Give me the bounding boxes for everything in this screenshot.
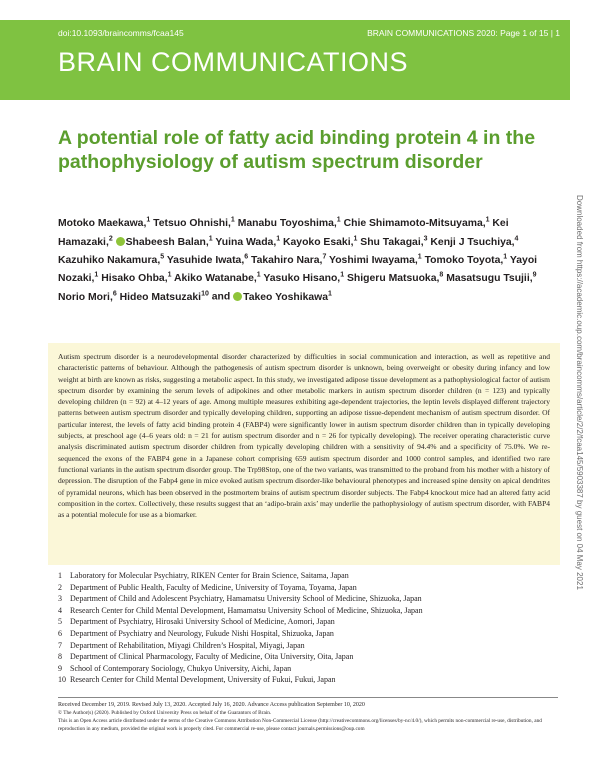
page-info: BRAIN COMMUNICATIONS 2020: Page 1 of 15 | 1 bbox=[367, 28, 560, 38]
license-notice: This is an Open Access article distributed under the terms of the Creative Commons Attribution Non-Commercial License (http://creativecommons.org/licenses/by-nc/4.0/), which permits non-commercial re-use, distribution, and reproduction in any medium, provided the original work is properly cited. For commercial re-use, please contact journals.permissions@oup.com bbox=[58, 718, 542, 732]
author-name bbox=[167, 255, 248, 266]
author-label: Norio Mori, bbox=[58, 291, 113, 303]
affiliation-marker: 9 bbox=[532, 271, 537, 279]
affiliation-text: Department of Public Health, Faculty of Medicine, University of Toyama, Toyama, Japan bbox=[70, 582, 357, 592]
affiliation-text: Department of Psychiatry and Neurology, Fukude Nishi Hospital, Shizuoka, Japan bbox=[70, 628, 334, 638]
author-label: Shabeesh Balan, bbox=[125, 236, 209, 248]
affiliation-marker: 1 bbox=[276, 235, 281, 243]
affiliation-number: 6 bbox=[58, 628, 62, 638]
author-label: Kayoko Esaki, bbox=[283, 236, 354, 248]
affiliation-text: Department of Psychiatry, Hirosaki University School of Medicine, Aomori, Japan bbox=[70, 617, 335, 627]
author-label: Yuina Wada, bbox=[215, 236, 277, 248]
affiliation-text: Laboratory for Molecular Psychiatry, RIKEN Center for Brain Science, Saitama, Japan bbox=[70, 571, 349, 580]
affiliation-marker: 3 bbox=[423, 235, 428, 243]
affiliation-marker: 1 bbox=[230, 217, 235, 224]
author-name bbox=[329, 255, 422, 266]
abstract-box bbox=[48, 343, 560, 565]
orcid-icon[interactable] bbox=[233, 292, 242, 301]
affiliation-marker: 6 bbox=[112, 290, 117, 298]
affiliation-list bbox=[58, 570, 558, 686]
author-label: Yayoi Nozaki, bbox=[58, 255, 538, 285]
author-list bbox=[58, 214, 550, 305]
author-name bbox=[58, 255, 164, 266]
affiliation-marker: 1 bbox=[167, 271, 172, 279]
affiliation-marker: 1 bbox=[208, 235, 213, 243]
affiliation-item bbox=[58, 582, 558, 594]
author-name bbox=[101, 273, 171, 284]
author-label: Motoko Maekawa, bbox=[58, 218, 147, 230]
affiliation-item bbox=[58, 628, 558, 640]
affiliation-item bbox=[58, 674, 558, 686]
author-name bbox=[215, 237, 280, 248]
affiliation-marker: 2 bbox=[108, 235, 113, 243]
affiliation-marker: 8 bbox=[439, 271, 444, 279]
author-name bbox=[58, 218, 150, 229]
author-name bbox=[212, 292, 230, 303]
copyright-notice: © The Author(s) (2020). Published by Oxford University Press on behalf of the Guarantors of Brain. bbox=[58, 710, 272, 716]
author-name bbox=[347, 273, 443, 284]
affiliation-marker: 1 bbox=[146, 217, 151, 224]
author-name bbox=[116, 237, 213, 248]
author-label: Masatsugu Tsujii, bbox=[446, 273, 533, 285]
author-label: Takeo Yoshikawa bbox=[243, 291, 329, 303]
affiliation-marker: 1 bbox=[256, 271, 261, 279]
affiliation-marker: 5 bbox=[160, 253, 165, 261]
affiliation-marker: 7 bbox=[322, 253, 327, 261]
author-label: Kazuhiko Nakamura, bbox=[58, 255, 161, 266]
affiliation-marker: 1 bbox=[485, 217, 490, 224]
orcid-icon[interactable] bbox=[116, 237, 125, 246]
author-label: Kenji J Tsuchiya, bbox=[430, 236, 515, 248]
author-label: Tomoko Toyota, bbox=[424, 255, 504, 266]
author-label: Yasuko Hisano, bbox=[263, 273, 341, 285]
affiliation-text: Research Center for Child Mental Development, Hamamatsu University School of Medicine, Shizuoka, Japan bbox=[70, 605, 423, 615]
author-name bbox=[430, 237, 518, 248]
affiliation-marker: 1 bbox=[328, 290, 332, 298]
affiliation-number: 8 bbox=[58, 652, 62, 662]
author-label: Chie Shimamoto-Mitsuyama, bbox=[343, 218, 486, 230]
author-label: Yasuhide Iwata, bbox=[166, 255, 245, 266]
author-name bbox=[263, 273, 344, 284]
publication-footer bbox=[58, 701, 560, 733]
article-title: A potential role of fatty acid binding protein 4 in the pathophysiology of autism spectrum disorder bbox=[58, 127, 536, 173]
author-label: Shu Takagai, bbox=[360, 236, 424, 248]
affiliation-item bbox=[58, 605, 558, 617]
affiliation-item bbox=[58, 616, 558, 628]
abstract-text: Autism spectrum disorder is a neurodevelopmental disorder characterized by difficulties in social communication and interaction, as well as repetitive and characteristic patterns of behaviour. Although the pathogenesis of autism spectrum disorder is unknown, being overweight or obesity during infancy and low weight at birth are known as risks, suggesting a metabolic aspect. In this study, we investigated adipose tissue development as a pathophysiological factor of autism spectrum disorder by examining the serum levels of adipokines and other metabolic markers in autism spectrum disorder children (n = 123) and typically developing children (n = 92) at 4–12 years of age. Among multiple measures exhibiting age-dependent trajectories, the leptin levels displayed different trajectory patterns between autism spectrum disorder and typically developing children, supporting an adipose tissue-dependent mechanism of autism spectrum disorder. Of particular interest, the levels of fatty acid binding protein 4 (FABP4) were significantly lower in autism spectrum disorder children than in typically developing subjects, at preschool age (4–6 years old: n = 21 for autism spectrum disorder and n = 26 for typically developing). The receiver operating characteristic curve analysis discriminated autism spectrum disorder children from typically developing children with a sensitivity of 94.4% and a specificity of 75.0%. We re-sequenced the exons of the FABP4 gene in a Japanese cohort comprising 659 autism spectrum disorder and 1000 control samples, and identified two rare functional variants in the autism spectrum disorder group. The Trp98Stop, one of the two variants, was transmitted to the proband from his mother with a history of depression. The disruption of the Fabp4 gene in mice evoked autism spectrum disorder-like behavioural phenotypes and increased spine density on apical dendrites of pyramidal neurons, which has been observed in the postmortem brains of autism spectrum disorder subjects. The Fabp4 knockout mice had an altered fatty acid composition in the cortex. Collectively, these results suggest that an ‘adipo-brain axis’ may underlie the pathophysiology of autism spectrum disorder, with FABP4 as a potential molecule for use as a biomarker. bbox=[58, 352, 550, 520]
affiliation-number: 3 bbox=[58, 594, 62, 604]
affiliation-number: 5 bbox=[58, 617, 62, 627]
author-name bbox=[344, 218, 490, 229]
author-label: Hisako Ohba, bbox=[101, 273, 168, 285]
journal-banner bbox=[0, 20, 570, 100]
affiliation-marker: 6 bbox=[244, 253, 249, 261]
author-label: Takahiro Nara, bbox=[251, 255, 323, 266]
author-name bbox=[153, 218, 235, 229]
affiliation-text: Department of Clinical Pharmacology, Faculty of Medicine, Oita University, Oita, Japan bbox=[70, 652, 354, 662]
author-label: Yoshimi Iwayama, bbox=[329, 255, 418, 266]
affiliation-number: 7 bbox=[58, 640, 62, 650]
author-label: Shigeru Matsuoka, bbox=[347, 273, 440, 285]
affiliation-marker: 4 bbox=[514, 235, 519, 243]
affiliation-text: Department of Child and Adolescent Psychiatry, Hamamatsu University School of Medicine, Shizuoka, Japan bbox=[70, 594, 422, 604]
author-name bbox=[283, 237, 357, 248]
doi-text[interactable]: doi:10.1093/braincomms/fcaa145 bbox=[58, 28, 184, 38]
received-dates: Received December 19, 2019. Revised July 13, 2020. Accepted July 16, 2020. Advance Access publication September 10, 2020 bbox=[58, 702, 365, 708]
journal-name: BRAIN COMMUNICATIONS bbox=[58, 47, 409, 77]
author-label: and bbox=[211, 291, 231, 303]
affiliation-marker: 1 bbox=[94, 271, 99, 279]
author-name bbox=[233, 292, 332, 303]
author-name bbox=[174, 273, 261, 284]
affiliation-marker: 1 bbox=[503, 253, 508, 261]
author-name bbox=[251, 255, 326, 266]
affiliation-number: 1 bbox=[58, 571, 62, 580]
affiliation-text: Research Center for Child Mental Development, University of Fukui, Fukui, Japan bbox=[70, 675, 336, 685]
affiliation-item bbox=[58, 593, 558, 605]
affiliation-item bbox=[58, 570, 558, 582]
author-name bbox=[120, 292, 209, 303]
affiliation-number: 10 bbox=[58, 675, 66, 685]
affiliation-item bbox=[58, 651, 558, 663]
download-watermark: Downloaded from https://academic.oup.com/braincomms/article/2/2/fcaa145/5903387 by guest on 04 May 2021 bbox=[575, 195, 584, 590]
affiliation-number: 9 bbox=[58, 663, 62, 673]
affiliation-marker: 1 bbox=[336, 217, 341, 224]
author-name bbox=[238, 218, 341, 229]
affiliation-marker: 1 bbox=[417, 253, 422, 261]
author-label: Manabu Toyoshima, bbox=[237, 218, 337, 230]
affiliation-marker: 10 bbox=[201, 290, 209, 298]
author-name bbox=[58, 292, 117, 303]
author-label: Kei Hamazaki, bbox=[58, 218, 509, 248]
affiliation-item bbox=[58, 640, 558, 652]
author-name bbox=[425, 255, 508, 266]
author-name bbox=[360, 237, 427, 248]
author-label: Akiko Watanabe, bbox=[174, 273, 257, 285]
affiliation-text: Department of Rehabilitation, Miyagi Children’s Hospital, Miyagi, Japan bbox=[70, 640, 305, 650]
author-name bbox=[446, 273, 536, 284]
footer-divider bbox=[58, 697, 558, 698]
affiliation-marker: 1 bbox=[353, 235, 358, 243]
author-label: Hideo Matsuzaki bbox=[119, 291, 202, 303]
affiliation-text: School of Contemporary Sociology, Chukyo University, Aichi, Japan bbox=[70, 663, 292, 673]
author-label: Tetsuo Ohnishi, bbox=[153, 218, 231, 230]
affiliation-item bbox=[58, 663, 558, 675]
affiliation-number: 4 bbox=[58, 605, 62, 615]
affiliation-marker: 1 bbox=[340, 271, 345, 279]
affiliation-number: 2 bbox=[58, 582, 62, 592]
